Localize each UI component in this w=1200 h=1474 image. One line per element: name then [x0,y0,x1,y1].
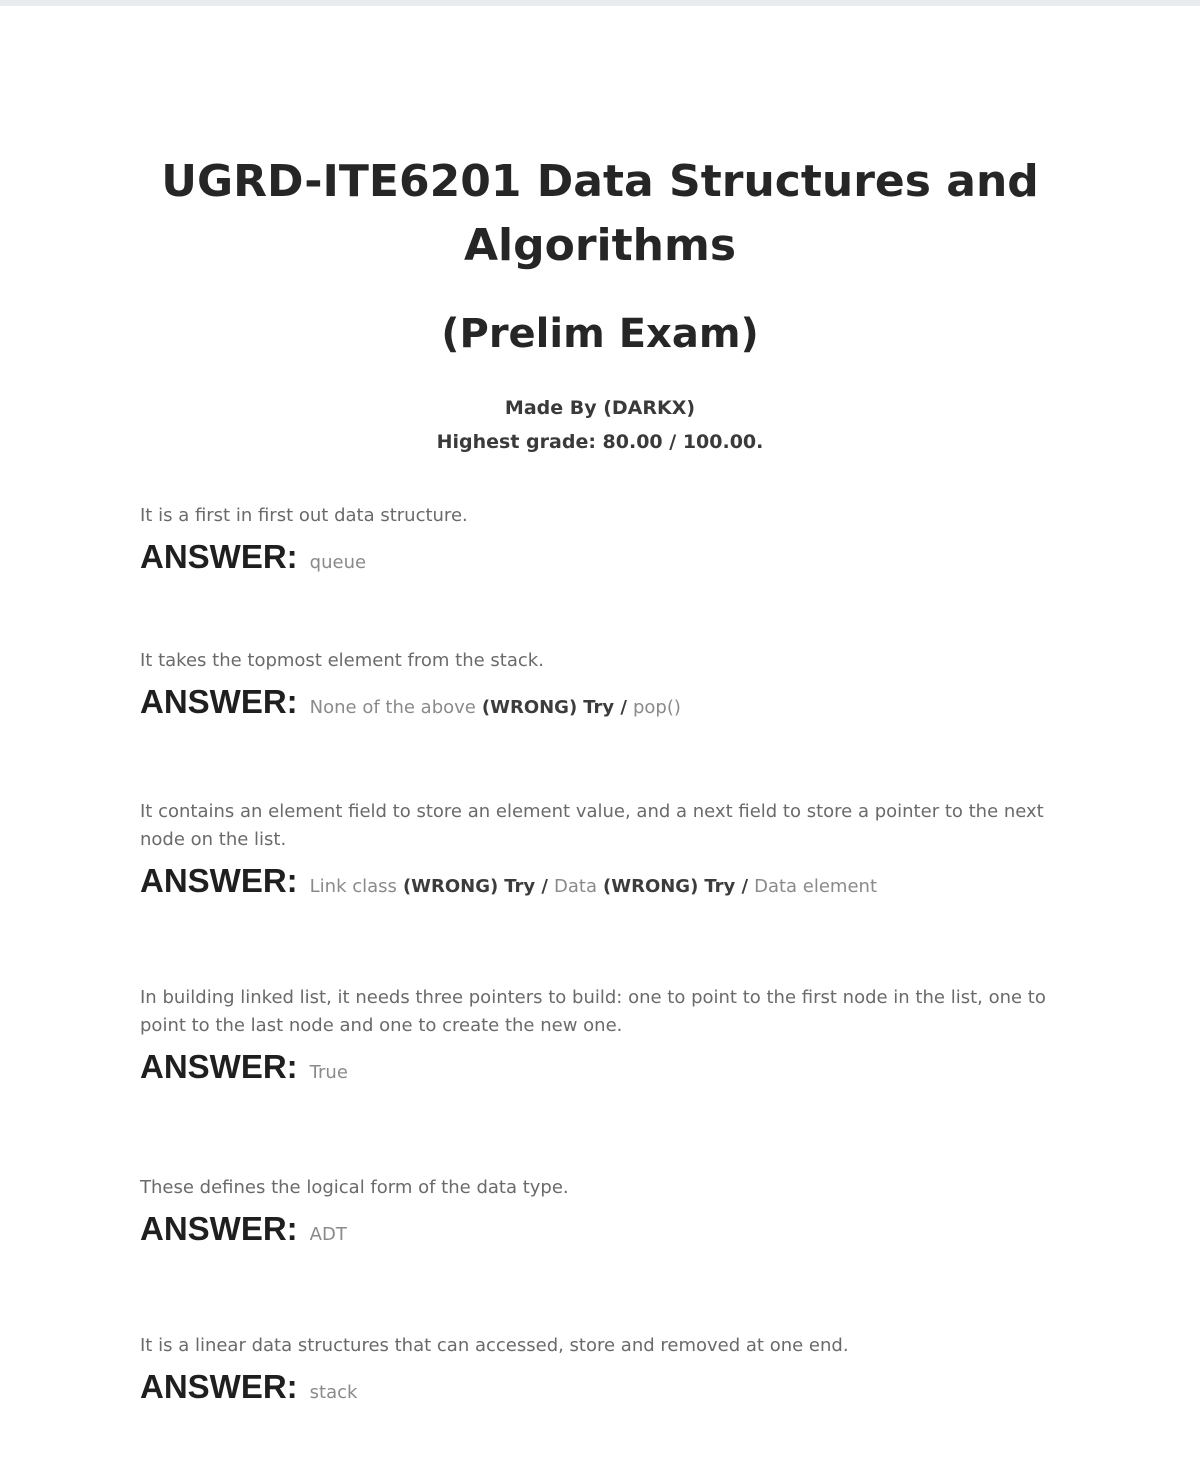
highest-grade: Highest grade: 80.00 / 100.00. [436,431,764,453]
answer-line [140,862,1060,900]
qa-item [140,798,1060,900]
attempt-text: Data [554,876,597,897]
answer-label: ANSWER: [140,683,298,720]
wrong-marker: (WRONG) [603,876,699,897]
attempt-text: None of the above [309,697,476,718]
answer-text: Data element [754,876,878,897]
qa-item [140,502,1060,576]
try-marker: Try / [504,876,549,897]
answer-text: ADT [309,1224,347,1245]
attempt-text: Link class [309,876,397,897]
wrong-marker: (WRONG) [481,697,578,718]
answer-line [140,538,1060,576]
answer-text: stack [309,1382,358,1403]
question-text: These defines the logical form of the data type. [140,1177,569,1198]
answer-text: pop() [632,697,681,718]
try-marker: Try / [583,697,627,718]
answer-line [140,683,1060,721]
qa-item [140,984,1060,1086]
answer-line [140,1210,1060,1248]
try-marker: Try / [704,876,749,897]
question-text: In building linked list, it needs three pointers to build: one to point to the first node in the list, one to point to the last node and one to create the new one. [140,987,1046,1036]
question-text: It takes the topmost element from the stack. [140,650,544,671]
question-text: It is a linear data structures that can accessed, store and removed at one end. [140,1335,849,1356]
document-title: UGRD-ITE6201 Data Structures and Algorithms [161,156,1039,271]
qa-item [140,647,1060,721]
answer-label: ANSWER: [140,862,298,899]
qa-item [140,1332,1060,1406]
answer-label: ANSWER: [140,1368,298,1405]
document-subtitle: (Prelim Exam) [441,311,759,357]
answer-label: ANSWER: [140,1210,298,1247]
answer-text: queue [309,552,367,573]
answer-text: True [309,1062,348,1083]
wrong-marker: (WRONG) [402,876,499,897]
top-bar [0,0,1200,6]
answer-line [140,1048,1060,1086]
qa-item [140,1174,1060,1248]
answer-label: ANSWER: [140,1048,298,1085]
answer-line [140,1368,1060,1406]
question-text: It is a first in first out data structure. [140,505,468,526]
question-text: It contains an element field to store an element value, and a next field to store a pointer to the next node on the list. [140,801,1044,850]
answer-label: ANSWER: [140,538,298,575]
made-by: Made By (DARKX) [504,397,696,419]
